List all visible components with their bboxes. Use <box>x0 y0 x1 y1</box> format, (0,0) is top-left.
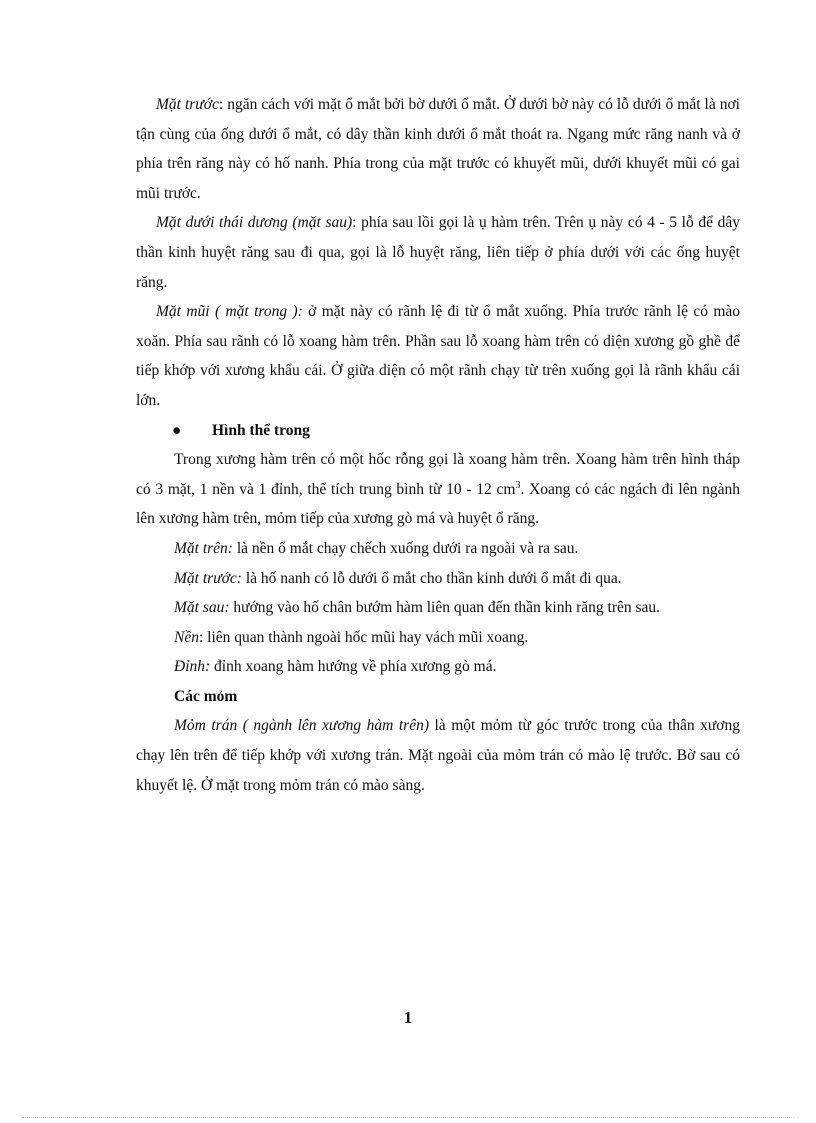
list-item-nen <box>136 623 740 653</box>
term-label: Mặt dưới thái dương (mặt sau) <box>156 214 353 232</box>
term-label: Mỏm trán ( ngành lên xương hàm trên) <box>174 717 429 735</box>
bullet-icon: ● <box>172 421 182 439</box>
list-item-mat-tren <box>136 534 740 564</box>
paragraph-text: : phía sau lồi gọi là ụ hàm trên. Trên ụ này có 4 - 5 lỗ để dây thần kinh huyệt răng sau đi qua, gọi là lỗ huyệt răng, liên tiếp ở phía dưới với các ống huyệt răng. <box>136 214 741 291</box>
term-label: Mặt trước <box>156 96 219 113</box>
paragraph-mom-tran <box>136 711 740 800</box>
paragraph-text: : ngăn cách với mặt ổ mắt bởi bờ dưới ổ mắt. Ở dưới bờ này có lỗ dưới ổ mắt là nơi tận cùng của ống dưới ổ mắt, có dây thần kinh dưới ổ mắt thoát ra. Ngang mức răng nanh và ở phía trên răng này có hố nanh. Phía trong của mặt trước có khuyết mũi, dưới khuyết mũi có gai mũi trước. <box>136 96 740 202</box>
paragraph-xoang-ham-tren <box>136 445 740 534</box>
list-item-mat-sau <box>136 593 740 623</box>
term-label: Đỉnh: <box>174 658 211 676</box>
section-heading-hinh-the-trong <box>136 416 740 446</box>
list-item-text: là hố nanh có lỗ dưới ổ mắt cho thần kinh dưới ổ mắt đi qua. <box>241 569 622 587</box>
paragraph-text: là một mỏm từ góc trước trong của thân xương chạy lên trên để tiếp khớp với xương trán. Mặt ngoài của mỏm trán có mào lệ trước. Bờ sau có khuyết lệ. Ở mặt trong mỏm trán có mào sàng. <box>136 717 740 794</box>
section-heading-cac-mom: Các mỏm <box>174 687 238 705</box>
list-item-text: là nền ổ mắt chạy chếch xuống dưới ra ngoài và ra sau. <box>232 539 579 557</box>
paragraph-text: Trong xương hàm trên có một hốc rỗng gọi là xoang hàm trên. Xoang hàm trên hình tháp có 3 mặt, 1 nền và 1 đỉnh, thể tích trung bình từ 10 - 12 cm <box>136 451 740 498</box>
list-item-text: đỉnh xoang hàm hướng về phía xương gò má. <box>210 658 497 676</box>
page-bottom-divider <box>22 1117 794 1118</box>
list-item-mat-truoc <box>136 564 740 594</box>
paragraph-text: ở mặt này có rãnh lệ đi từ ổ mắt xuống. Phía trước rãnh lệ có mào xoăn. Phía sau rãnh có lỗ xoang hàm trên. Phần sau lỗ xoang hàm trên có diện xương gồ ghề để tiếp khớp với xương khẩu cái. Ở giữa diện có một rãnh chạy từ trên xuống gọi là rãnh khẩu cái lớn. <box>136 303 741 409</box>
list-item-text: hướng vào hố chân bướm hàm liên quan đến thần kinh răng trên sau. <box>229 599 661 617</box>
term-label: Mặt trước: <box>174 569 242 587</box>
paragraph-mat-truoc <box>136 90 740 208</box>
superscript: 3 <box>515 479 521 491</box>
paragraph-mat-mui <box>136 297 740 415</box>
paragraph-mat-duoi-thai-duong <box>136 208 740 297</box>
section-heading-text: Hình thể trong <box>212 421 310 439</box>
paragraph-text: . Xoang có các ngách đi lên ngành lên xương hàm trên, mỏm tiếp của xương gò má và huyệt ổ răng. <box>136 480 740 528</box>
term-label: Mặt sau: <box>174 599 230 617</box>
page-number: 1 <box>403 1008 413 1027</box>
list-item-dinh <box>136 652 740 682</box>
list-item-text: : liên quan thành ngoài hốc mũi hay vách mũi xoang. <box>198 628 529 646</box>
term-label: Mặt trên: <box>174 539 233 557</box>
term-label: Nền <box>174 628 199 646</box>
document-body <box>136 90 740 800</box>
term-label: Mặt mũi ( mặt trong ): <box>156 303 303 321</box>
